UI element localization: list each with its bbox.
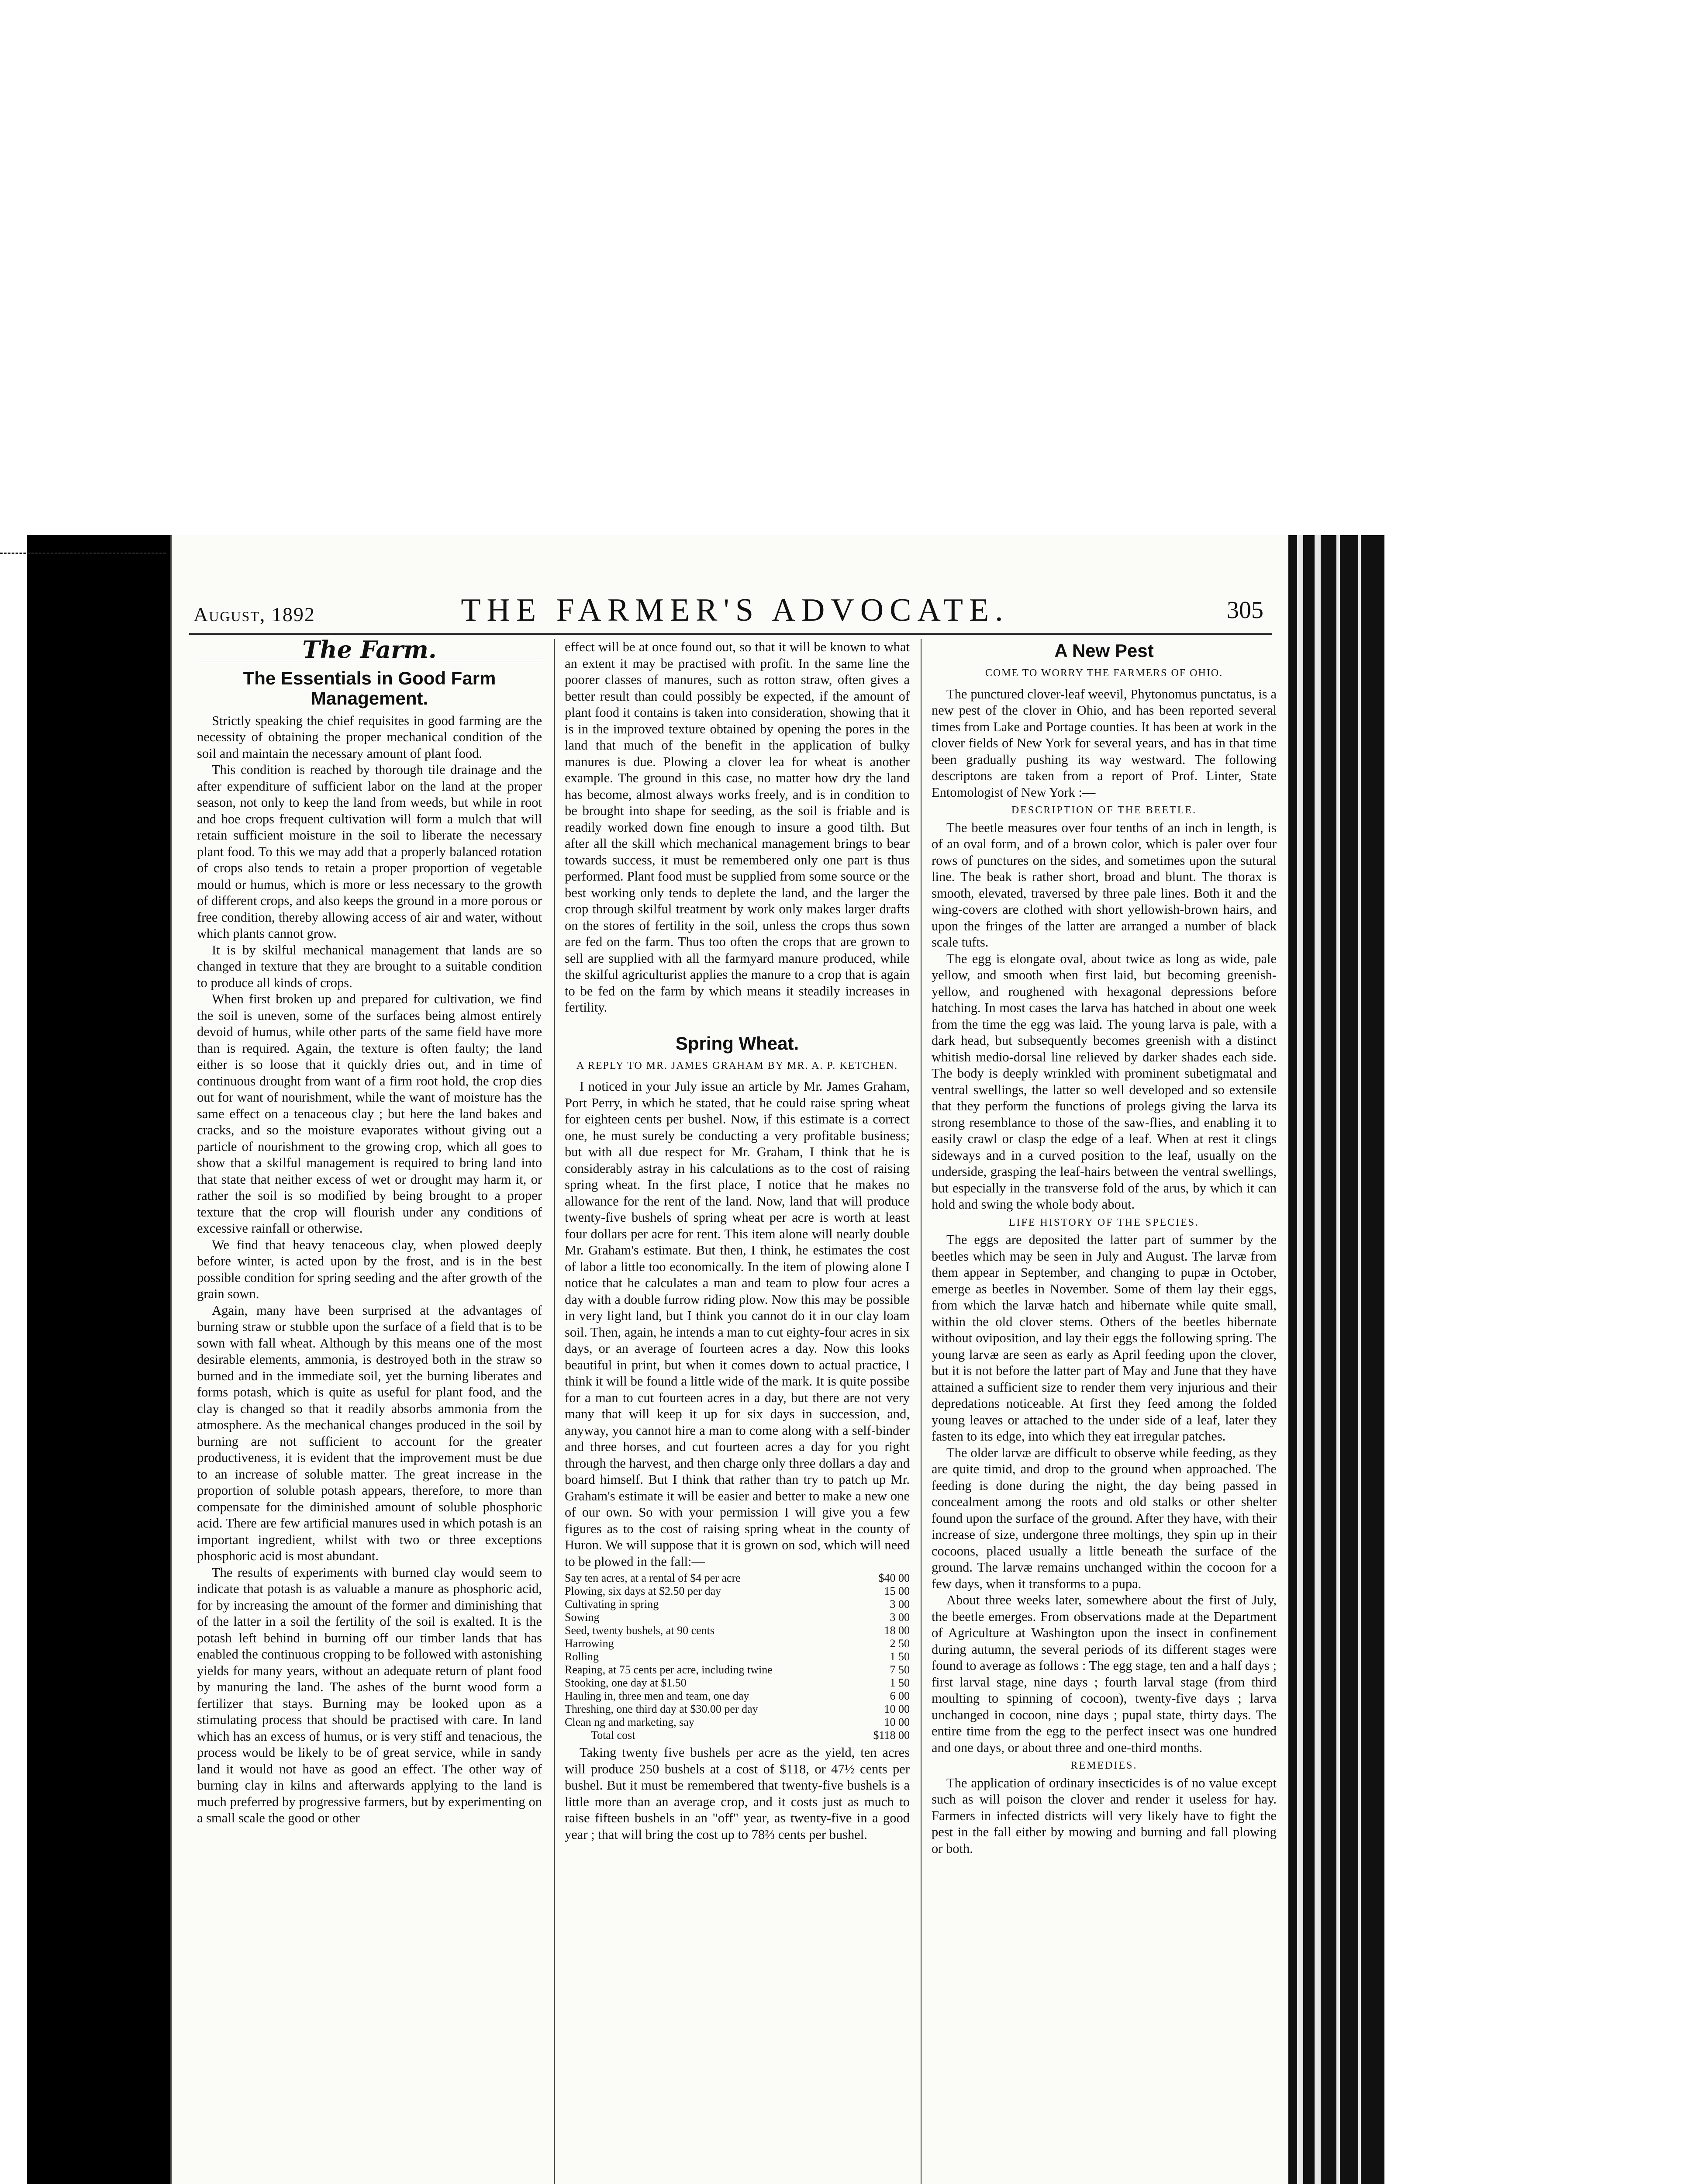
column-rule (921, 639, 922, 2184)
cost-item: Harrowing (565, 1637, 614, 1650)
cost-item: Hauling in, three men and team, one day (565, 1690, 749, 1702)
paragraph: The beetle measures over four tenths of an inch in length, is of an oval form, and of a brown color, which is paler over four rows of punctures on the sides, and sometimes upon the sutural line. The beak is rather short, broad and blunt. The thorax is smooth, elevated, traversed by three pale lines. Both it and the wing-covers are clothed with short yellowish-brown hairs, and upon the fringes of the latter are arranged a number of black scale tufts. (932, 820, 1277, 950)
paragraph: Again, many have been surprised at the advantages of burning straw or stubble upon the surface of a field that is to be sown with fall wheat. Although by this means one of the most desirable elements, ammonia, is destroyed both in the straw so burned and in the immediate soil, yet the burning liberates and forms potash, which is quite as useful for plant food, and the clay is changed so that it readily absorbs ammonia from the atmosphere. As the mechanical changes produced in the soil by burning are not sufficient to account for the greater productiveness, it is evident that the improvement must be due to an increase of soluble matter. The great increase in the proportion of soluble potash appears, therefore, to more than compensate for the diminished amount of soluble phosphoric acid. There are few artificial manures used in which potash is an important ingredient, whilst with two or three exceptions phosphoric acid is most abundant. (197, 1303, 542, 1563)
cost-item: Sowing (565, 1611, 600, 1624)
cost-item: Rolling (565, 1650, 599, 1663)
cost-amount: 1 50 (890, 1676, 910, 1689)
total-amount: $118 00 (873, 1729, 910, 1742)
paragraph: The results of experiments with burned clay would seem to indicate that potash is as valuable a manure as phosphoric acid, for by increasing the amount of the former and diminishing that of the latter in a soil the fertility of the soil is exalted. It is the potash left behind in burning off our timber lands that has enabled the continuous cropping to be followed with astonishing yields for many years, without an adequate return of plant food by manuring the land. The ashes of the burnt wood form a fertilizer that stays. Burning may be looked upon as a stimulating process that should be practised with care. In land which has an excess of humus, or is very stiff and tenacious, the process would be likely to be of great service, while in sandy land it would not have as good an effect. The other way of burning clay in kilns and afterwards applying to the land is much preferred by progressive farmers, but by experimenting on a small scale the good or other (197, 1565, 542, 1825)
table-row (565, 1611, 910, 1624)
article-title: A New Pest (1054, 640, 1154, 661)
byline: A REPLY TO MR. JAMES GRAHAM BY MR. A. P. KETCHEN. (576, 1060, 898, 1071)
paragraph: We find that heavy tenaceous clay, when plowed deeply before winter, is acted upon by the frost, and is in the best possible condition for spring seeding and the after growth of the grain sown. (197, 1237, 542, 1301)
cost-item: Threshing, one third day at $30.00 per day (565, 1703, 758, 1715)
table-row-total (565, 1729, 910, 1742)
section-subhead: REMEDIES. (1070, 1760, 1138, 1771)
table-row (565, 1690, 910, 1703)
cost-item: Stooking, one day at $1.50 (565, 1676, 687, 1689)
paragraph: The older larvæ are difficult to observe while feeding, as they are quite timid, and drop to the ground when approached. The feeding is done during the night, the day being passed in concealment among the roots and old stalks or other shelter found upon the surface of the ground. After they have, with their increase of size, undergone three moltings, they spin up in their cocoons, placed usually a little beneath the surface of the ground. The larvæ remains unchanged within the cocoon for a few days, when it transforms to a pupa. (932, 1445, 1277, 1591)
article-subtitle: COME TO WORRY THE FARMERS OF OHIO. (985, 667, 1223, 679)
cost-amount: 10 00 (884, 1716, 910, 1728)
binding-marks (0, 544, 166, 554)
issue-date: August, 1892 (193, 603, 315, 625)
page-number: 305 (1227, 597, 1263, 624)
cost-item: Clean ng and marketing, say (565, 1716, 694, 1728)
table-row (565, 1637, 910, 1650)
paragraph-continued: effect will be at once found out, so that it will be known to what an extent it may be practised with profit. In the same line the poorer classes of manures, such as rotton straw, often gives a better result than could possibly be expected, if the amount of plant food it contains is taken into consideration, showing that it is in the improved texture obtained by opening the pores in the land that much of the benefit in the application of bulky manures is due. Plowing a clover lea for wheat is another example. The ground in this case, no matter how dry the land has become, almost always works freely, and is in condition to be brought into shape for seeding, as the soil is friable and is readily worked down fine enough to insure a good tilth. But after all the skill which mechanical management brings to bear towards success, it must be remembered only one part is thus performed. Plant food must be supplied from some source or the best working only tends to deplete the land, and the larger the crop through skilful treatment by work only makes larger drafts on the stores of fertility in the soil, unless the crops thus sown are fed on the farm. Thus too often the crops that are grown to sell are supplied with all the farmyard manure produced, while the skilful agriculturist applies the manure to a crop that is again to be fed on the farm by which means it steadily increases in fertility. (565, 639, 910, 1015)
total-label: Total cost (591, 1729, 635, 1742)
table-row (565, 1716, 910, 1729)
paragraph: The punctured clover-leaf weevil, Phytonomus punctatus, is a new pest of the clover in Ohio, and has been reported several times from Lake and Portage counties. It has been at work in the clover fields of New York for several years, and has in that time been gradually pushing its way westward. The following descriptons are taken from a report of Prof. Linter, State Entomologist of New York :— (932, 686, 1277, 800)
article-title: Spring Wheat. (675, 1033, 799, 1054)
section-subhead: DESCRIPTION OF THE BEETLE. (1011, 805, 1197, 816)
table-row (565, 1650, 910, 1663)
article-title: The Essentials in Good Farm Management. (243, 667, 496, 708)
column-1 (197, 636, 542, 1827)
cost-item: Plowing, six days at $2.50 per day (565, 1585, 721, 1597)
cost-amount: $40 00 (878, 1572, 910, 1584)
paragraph: Taking twenty five bushels per acre as the yield, ten acres will produce 250 bushels at a cost of $118, or 47½ cents per bushel. But it must be remembered that twenty-five bushels is a little more than an average crop, and it costs just as much to raise fifteen bushels in an "off" year, as twenty-five in a good year ; that will bring the cost up to 78⅔ cents per bushel. (565, 1745, 910, 1842)
cost-item: Reaping, at 75 cents per acre, including twine (565, 1663, 773, 1676)
paragraph: It is by skilful mechanical management that lands are so changed in texture that they are brought to a suitable condition to produce all kinds of crops. (197, 942, 542, 990)
cost-amount: 6 00 (890, 1690, 910, 1702)
cost-item: Seed, twenty bushels, at 90 cents (565, 1624, 714, 1637)
page-stack-edge (1288, 535, 1384, 2184)
publication-title: THE FARMER'S ADVOCATE. (461, 592, 1009, 628)
cost-item: Say ten acres, at a rental of $4 per acre (565, 1572, 741, 1584)
paragraph: I noticed in your July issue an article by Mr. James Graham, Port Perry, in which he stated, that he could raise spring wheat for eighteen cents per bushel. Now, if this estimate is a correct one, he must surely be conducting a very profitable business; but with all due respect for Mr. Graham, I think that he is considerably astray in his calculations as to the cost of raising spring wheat. In the first place, I notice that he makes no allowance for the rent of the land. Now, land that will produce twenty-five bushels of spring wheat per acre is worth at least four dollars per acre for rent. This item alone will nearly double Mr. Graham's estimate. But then, I think, he estimates the cost of labor a little too economically. In the item of plowing alone I notice that he calculates a man and team to plow four acres a day with a double furrow riding plow. Now this may be possible in very light land, but I think you cannot do it in our clay loam soil. Then, again, he intends a man to cut eighty-four acres in six days, or an average of fourteen acres a day. Now this looks beautiful in print, but when it comes down to actual practice, I think it will be found a little wide of the mark. It is quite possibe for a man to cut fourteen acres in a day, but there are not very many that will keep it up for six days in succession, and, anyway, you cannot hire a man to come along with a self-binder and three horses, and cut fourteen acres a day for you right through the harvest, and then charge only three dollars a day and board himself. But I think that rather than try to patch up Mr. Graham's estimate it will be easier and better to make a new one of our own. So with your permission I will give you a few figures as to the cost of raising spring wheat in the county of Huron. We will suppose that it is grown on sod, which will need to be plowed in the fall:— (565, 1079, 910, 1569)
cost-amount: 7 50 (890, 1663, 910, 1676)
table-row (565, 1572, 910, 1585)
cost-item: Cultivating in spring (565, 1598, 659, 1610)
table-row (565, 1663, 910, 1676)
column-2 (565, 639, 910, 1843)
cost-amount: 18 00 (884, 1624, 910, 1637)
cost-amount: 15 00 (884, 1585, 910, 1597)
column-rule (554, 639, 555, 2184)
cost-amount: 10 00 (884, 1703, 910, 1715)
column-3 (932, 639, 1277, 1857)
paragraph: Strictly speaking the chief requisites in good farming are the necessity of obtaining the proper mechanical condition of the soil and maintain the necessary amount of plant food. (197, 713, 542, 761)
table-row (565, 1676, 910, 1690)
scan-background-right (1384, 535, 1705, 2184)
section-subhead: LIFE HISTORY OF THE SPECIES. (1008, 1216, 1200, 1228)
cost-amount: 3 00 (890, 1611, 910, 1624)
cost-amount: 3 00 (890, 1598, 910, 1610)
department-heading: The Farm. (197, 642, 542, 662)
table-row (565, 1598, 910, 1611)
cost-amount: 2 50 (890, 1637, 910, 1650)
paragraph: When first broken up and prepared for cultivation, we find the soil is uneven, some of the surfaces being almost entirely devoid of humus, while other parts of the same field have more than is required. Again, the texture is often faulty; the land either is so loose that it quickly dries out, and in time of continuous drought from want of a firm root hold, the crop dies out for want of nourishment, while the want of moisture has the same effect on a tenaceous clay ; but here the land bakes and cracks, and so the moisture evaporates without giving out a particle of nourishment to the growing crop, which all goes to show that a skilful management is required to bring land into that state that neither excess of wet or drought may harm it, or rather the soil is so modified by being brought to a proper texture that the crop will flourish under any conditions of excessive rainfall or otherwise. (197, 992, 542, 1236)
paragraph: The egg is elongate oval, about twice as long as wide, pale yellow, and smooth when first laid, but becoming greenish-yellow, and roughened with hexagonal depressions before hatching. In most cases the larva has hatched in about one week from the time the egg was laid. The young larva is pale, with a dark head, but subsequently becomes greenish with a distinct whitish medio-dorsal line relieved by darker shades each side. The body is deeply wrinkled with prominent subetigmatal and ventral swellings, the latter so well developed and so extensile that they perform the functions of prolegs giving the larva its strong resemblance to those of the saw-flies, and enabling it to easily crawl or clasp the edge of a leaf. When at rest it clings sideways and in a curved position to the leaf, usually on the underside, grasping the leaf-hairs between the ventral swellings, but especially in the transverse fold of the arus, by which it can hold and swing the whole body about. (932, 951, 1277, 1212)
table-row (565, 1585, 910, 1598)
cost-table (565, 1572, 910, 1742)
paragraph: The eggs are deposited the latter part of summer by the beetles which may be seen in July and August. The larvæ from them appear in September, and changing to pupæ in October, emerge as beetles in November. Some of them lay their eggs, from which the larvæ hatch and hibernate while quite small, within the old clover stems. Others of the beetles hibernate without oviposition, and lay their eggs the following spring. The young larvæ are seen as early as April feeding upon the clover, but it is not before the latter part of May and June that they have attained a sufficient size to render them very injurious and their depredations noticeable. At first they feed among the folded young leaves or attached to the under side of a leaf, later they fasten to its edge, into which they eat irregular patches. (932, 1232, 1277, 1444)
previous-page-strip (0, 535, 27, 2184)
paragraph: The application of ordinary insecticides is of no value except such as will poison the clover and render it useless for hay. Farmers in infected districts will very likely have to fight the pest in the fall either by mowing and burning and fall plowing or both. (932, 1775, 1277, 1856)
newspaper-page (170, 535, 1288, 2184)
paragraph: This condition is reached by thorough tile drainage and the after expenditure of sufficient labor on the land at the proper season, not only to keep the land from weeds, but while in root and hoe crops frequent cultivation will form a mulch that will retain sufficient moisture in the soil to liberate the necessary plant food. To this we may add that a properly balanced rotation of crops also tends to retain a proper proportion of vegetable mould or humus, which is more or less necessary to the growth of different crops, and also keeps the ground in a more porous or free condition, thereby allowing access of air and water, without which plants cannot grow. (197, 762, 542, 941)
masthead-rule (189, 633, 1272, 635)
table-row (565, 1703, 910, 1716)
paragraph: About three weeks later, somewhere about the first of July, the beetle emerges. From observations made at the Department of Agriculture at Washington upon the insect in confinement during autumn, the several periods of its different stages were found to average as follows : The egg stage, ten and a half days ; first larval stage, nine days ; fourth larval stage (from third moulting to spinning of cocoon), twenty-five days ; larva unchanged in cocoon, nine days ; pupal state, thirty days. The entire time from the egg to the perfect insect was one hundred and one days, or about three and one-third months. (932, 1593, 1277, 1755)
scan-background-top (0, 0, 1705, 535)
masthead (189, 592, 1281, 627)
cost-amount: 1 50 (890, 1650, 910, 1663)
table-row (565, 1624, 910, 1637)
